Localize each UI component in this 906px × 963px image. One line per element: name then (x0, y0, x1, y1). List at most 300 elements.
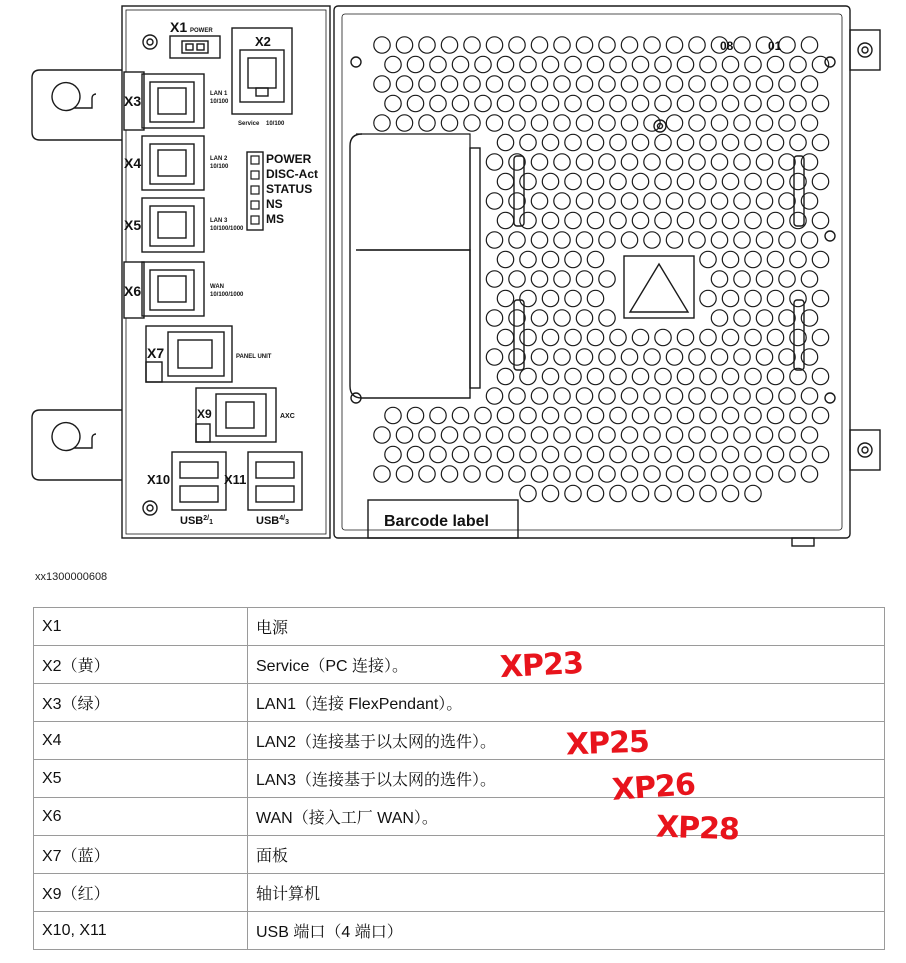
vent-hole (531, 115, 547, 131)
vent-hole (700, 251, 716, 267)
vent-hole (689, 466, 705, 482)
vent-hole (734, 271, 750, 287)
vent-hole (801, 37, 817, 53)
vent-hole (812, 329, 828, 345)
vent-hole (756, 388, 772, 404)
vent-hole (711, 310, 727, 326)
vent-hole (520, 95, 536, 111)
vent-hole (666, 193, 682, 209)
vent-hole (655, 329, 671, 345)
vent-hole (565, 95, 581, 111)
vent-hole (779, 76, 795, 92)
vent-hole (419, 466, 435, 482)
vent-hole (385, 407, 401, 423)
led-label-ms: MS (266, 212, 284, 226)
vent-hole (486, 115, 502, 131)
vent-hole (801, 427, 817, 443)
vent-hole (711, 154, 727, 170)
vent-hole (599, 427, 615, 443)
annotation-xp26: XP26 (610, 767, 696, 808)
vent-hole (722, 173, 738, 189)
vent-hole (722, 446, 738, 462)
vent-hole (790, 56, 806, 72)
connector-label-x10: X10 (147, 472, 171, 487)
vent-hole (689, 154, 705, 170)
vent-hole (812, 251, 828, 267)
vent-hole (486, 427, 502, 443)
vent-hole (644, 115, 660, 131)
vent-hole (790, 251, 806, 267)
vent-hole (452, 95, 468, 111)
vent-hole (542, 173, 558, 189)
vent-hole (767, 446, 783, 462)
vent-hole (722, 134, 738, 150)
vent-hole (542, 251, 558, 267)
vent-hole (599, 388, 615, 404)
vent-hole (509, 427, 525, 443)
esd-warning-icon (630, 264, 688, 312)
vent-hole (497, 251, 513, 267)
vent-hole (520, 134, 536, 150)
vent-hole (655, 173, 671, 189)
vent-hole (531, 310, 547, 326)
vent-hole (486, 37, 502, 53)
table-row (34, 608, 885, 646)
vent-hole (621, 349, 637, 365)
vent-hole (722, 329, 738, 345)
vent-hole (632, 407, 648, 423)
led-label-power: POWER (266, 152, 312, 166)
vent-hole (689, 115, 705, 131)
vent-hole (621, 37, 637, 53)
vent-hole (407, 446, 423, 462)
vent-hole (677, 368, 693, 384)
vent-hole (486, 76, 502, 92)
vent-hole (599, 154, 615, 170)
vent-hole (475, 56, 491, 72)
vent-hole (407, 407, 423, 423)
vent-hole (565, 251, 581, 267)
vent-hole (509, 310, 525, 326)
vent-hole (756, 193, 772, 209)
vent-hole (610, 212, 626, 228)
vent-hole (632, 446, 648, 462)
vent-hole (599, 76, 615, 92)
mark-01: 01 (768, 39, 782, 53)
vent-hole (419, 76, 435, 92)
vent-hole (734, 349, 750, 365)
vent-hole (655, 407, 671, 423)
vent-hole (497, 95, 513, 111)
vent-hole (475, 446, 491, 462)
vent-hole (610, 329, 626, 345)
vent-hole (734, 310, 750, 326)
vent-hole (542, 329, 558, 345)
vent-hole (734, 154, 750, 170)
vent-hole (779, 154, 795, 170)
port-description-cell: Service（PC 连接）。 (248, 646, 885, 684)
vent-hole (554, 115, 570, 131)
vent-hole (509, 466, 525, 482)
vent-hole (599, 349, 615, 365)
annotation-xp25: XP25 (565, 724, 650, 763)
mark-08: 08 (720, 39, 734, 53)
vent-hole (554, 193, 570, 209)
vent-hole (565, 212, 581, 228)
vent-hole (644, 427, 660, 443)
vent-hole (734, 466, 750, 482)
vent-hole (756, 310, 772, 326)
wan-speed: 10/100/1000 (210, 292, 244, 298)
vent-hole (734, 427, 750, 443)
vent-hole (779, 115, 795, 131)
vent-hole (621, 232, 637, 248)
vent-hole (385, 95, 401, 111)
vent-hole (419, 427, 435, 443)
vent-hole (576, 115, 592, 131)
vent-hole (655, 212, 671, 228)
vent-hole (779, 271, 795, 287)
vent-hole (711, 466, 727, 482)
vent-hole (587, 134, 603, 150)
vent-hole (554, 466, 570, 482)
table-row (34, 684, 885, 722)
vent-hole (419, 115, 435, 131)
vent-hole (677, 485, 693, 501)
vent-hole (677, 329, 693, 345)
vent-hole (407, 95, 423, 111)
connector-label-x6: X6 (124, 283, 142, 299)
vent-hole (565, 485, 581, 501)
vent-hole (689, 349, 705, 365)
vent-hole (655, 368, 671, 384)
vent-hole (801, 388, 817, 404)
vent-hole (767, 329, 783, 345)
vent-hole (666, 232, 682, 248)
vent-hole (700, 407, 716, 423)
ventilation-holes (374, 37, 829, 502)
vent-hole (587, 290, 603, 306)
vent-hole (441, 466, 457, 482)
vent-hole (722, 485, 738, 501)
vent-hole (542, 95, 558, 111)
vent-hole (767, 95, 783, 111)
vent-hole (655, 446, 671, 462)
vent-hole (497, 329, 513, 345)
table-row (34, 836, 885, 874)
vent-hole (587, 56, 603, 72)
vent-hole (722, 290, 738, 306)
vent-hole (677, 212, 693, 228)
vent-hole (655, 134, 671, 150)
vent-hole (576, 37, 592, 53)
vent-hole (812, 446, 828, 462)
vent-hole (374, 76, 390, 92)
vent-hole (745, 368, 761, 384)
connector-label-x4: X4 (124, 155, 142, 171)
led-label-ns: NS (266, 197, 283, 211)
port-name-cell: X4 (34, 722, 248, 760)
vent-hole (419, 37, 435, 53)
vent-hole (745, 212, 761, 228)
vent-hole (554, 310, 570, 326)
vent-hole (745, 407, 761, 423)
vent-hole (430, 446, 446, 462)
table-row (34, 646, 885, 684)
vent-hole (722, 251, 738, 267)
vent-hole (801, 232, 817, 248)
vent-hole (497, 368, 513, 384)
vent-hole (644, 37, 660, 53)
vent-hole (632, 485, 648, 501)
vent-hole (599, 271, 615, 287)
vent-hole (542, 56, 558, 72)
usb-right-label: $USB^4/_3$ (256, 515, 289, 527)
vent-hole (790, 446, 806, 462)
vent-hole (587, 95, 603, 111)
vent-hole (497, 173, 513, 189)
table-row (34, 760, 885, 798)
vent-hole (745, 173, 761, 189)
vent-hole (801, 115, 817, 131)
vent-hole (610, 134, 626, 150)
panel-unit-label: PANEL UNIT (236, 354, 272, 360)
vent-hole (722, 407, 738, 423)
service-label: Service (238, 121, 260, 127)
vent-hole (711, 271, 727, 287)
port-name-cell: X2（黄） (34, 646, 248, 684)
vent-hole (520, 485, 536, 501)
vent-hole (520, 446, 536, 462)
vent-hole (790, 290, 806, 306)
vent-hole (509, 271, 525, 287)
vent-hole (565, 329, 581, 345)
vent-hole (756, 232, 772, 248)
vent-hole (632, 95, 648, 111)
vent-hole (475, 407, 491, 423)
vent-hole (812, 173, 828, 189)
vent-hole (734, 37, 750, 53)
vent-hole (531, 466, 547, 482)
vent-hole (689, 37, 705, 53)
vent-hole (700, 329, 716, 345)
vent-hole (632, 56, 648, 72)
connector-label-x1: X1 (170, 19, 188, 35)
vent-hole (587, 329, 603, 345)
vent-hole (666, 115, 682, 131)
vent-hole (621, 193, 637, 209)
vent-hole (531, 232, 547, 248)
vent-hole (531, 349, 547, 365)
vent-hole (677, 134, 693, 150)
vent-hole (745, 134, 761, 150)
vent-hole (565, 173, 581, 189)
vent-hole (374, 427, 390, 443)
vent-hole (734, 193, 750, 209)
vent-hole (396, 466, 412, 482)
vent-hole (542, 407, 558, 423)
vent-hole (734, 232, 750, 248)
vent-hole (497, 56, 513, 72)
vent-hole (452, 56, 468, 72)
vent-hole (520, 251, 536, 267)
vent-hole (396, 115, 412, 131)
port-description-cell: 轴计算机 (248, 874, 885, 912)
vent-hole (576, 466, 592, 482)
vent-hole (711, 193, 727, 209)
vent-hole (542, 368, 558, 384)
vent-hole (396, 427, 412, 443)
vent-hole (374, 37, 390, 53)
port-description-cell: 面板 (248, 836, 885, 874)
vent-hole (599, 466, 615, 482)
vent-hole (486, 310, 502, 326)
vent-hole (497, 134, 513, 150)
wan-label: WAN (210, 284, 224, 290)
vent-hole (734, 115, 750, 131)
vent-hole (700, 173, 716, 189)
vent-hole (711, 115, 727, 131)
vent-hole (689, 193, 705, 209)
vent-hole (801, 466, 817, 482)
vent-hole (385, 56, 401, 72)
vent-hole (790, 134, 806, 150)
vent-hole (587, 251, 603, 267)
vent-hole (734, 76, 750, 92)
port-name-cell: X5 (34, 760, 248, 798)
vent-hole (599, 115, 615, 131)
vent-hole (677, 446, 693, 462)
vent-hole (711, 232, 727, 248)
vent-hole (632, 212, 648, 228)
vent-hole (779, 388, 795, 404)
vent-hole (655, 485, 671, 501)
vent-hole (554, 232, 570, 248)
vent-hole (520, 212, 536, 228)
vent-hole (767, 407, 783, 423)
vent-hole (700, 212, 716, 228)
vent-hole (464, 76, 480, 92)
vent-hole (452, 446, 468, 462)
vent-hole (666, 349, 682, 365)
vent-hole (374, 115, 390, 131)
lan1-speed: 10/100 (210, 99, 229, 105)
lan3-speed: 10/100/1000 (210, 226, 244, 232)
vent-hole (531, 154, 547, 170)
vent-hole (610, 95, 626, 111)
vent-hole (486, 271, 502, 287)
vent-hole (767, 368, 783, 384)
vent-hole (385, 446, 401, 462)
vent-hole (565, 407, 581, 423)
vent-hole (812, 212, 828, 228)
vent-hole (475, 95, 491, 111)
vent-hole (509, 232, 525, 248)
vent-hole (700, 134, 716, 150)
vent-hole (554, 349, 570, 365)
vent-hole (587, 212, 603, 228)
vent-hole (520, 290, 536, 306)
vent-hole (644, 154, 660, 170)
vent-hole (587, 407, 603, 423)
barcode-label-text: Barcode label (384, 513, 489, 530)
vent-hole (554, 37, 570, 53)
vent-hole (509, 349, 525, 365)
vent-hole (779, 232, 795, 248)
vent-hole (621, 466, 637, 482)
vent-hole (441, 76, 457, 92)
vent-hole (644, 349, 660, 365)
vent-hole (700, 95, 716, 111)
vent-hole (554, 76, 570, 92)
vent-hole (621, 76, 637, 92)
vent-hole (565, 56, 581, 72)
vent-hole (554, 388, 570, 404)
vent-hole (711, 349, 727, 365)
vent-hole (554, 427, 570, 443)
vent-hole (812, 368, 828, 384)
vent-hole (486, 154, 502, 170)
vent-hole (722, 95, 738, 111)
vent-hole (554, 271, 570, 287)
service-speed: 10/100 (266, 121, 285, 127)
port-name-cell: X7（蓝） (34, 836, 248, 874)
connector-label-x7: X7 (147, 345, 165, 361)
vent-hole (610, 56, 626, 72)
vent-hole (700, 56, 716, 72)
led-label-status: STATUS (266, 182, 313, 196)
vent-hole (430, 56, 446, 72)
vent-hole (767, 134, 783, 150)
vent-hole (722, 56, 738, 72)
vent-hole (689, 388, 705, 404)
vent-hole (542, 134, 558, 150)
port-description-cell: 电源 (248, 608, 885, 646)
vent-hole (711, 76, 727, 92)
vent-hole (576, 427, 592, 443)
vent-hole (565, 134, 581, 150)
vent-hole (812, 95, 828, 111)
power-label: POWER (190, 28, 213, 34)
vent-hole (756, 466, 772, 482)
vent-hole (700, 290, 716, 306)
vent-hole (610, 407, 626, 423)
connector-label-x2: X2 (255, 34, 271, 49)
lan2-speed: 10/100 (210, 164, 229, 170)
vent-hole (509, 37, 525, 53)
connector-label-x9: X9 (197, 407, 212, 421)
led-label-disc-act: DISC-Act (266, 167, 319, 181)
vent-hole (689, 427, 705, 443)
lan3-label: LAN 3 (210, 218, 228, 224)
table-row (34, 798, 885, 836)
vent-hole (700, 368, 716, 384)
vent-hole (745, 485, 761, 501)
vent-hole (767, 251, 783, 267)
vent-hole (745, 95, 761, 111)
lan2-label: LAN 2 (210, 156, 228, 162)
vent-hole (621, 388, 637, 404)
vent-hole (464, 115, 480, 131)
vent-hole (542, 485, 558, 501)
vent-hole (599, 310, 615, 326)
vent-hole (531, 37, 547, 53)
annotation-xp23: XP23 (499, 645, 584, 686)
port-description-cell: WAN（接入工厂 WAN）。 (248, 798, 885, 836)
vent-hole (576, 193, 592, 209)
port-description-cell: LAN1（连接 FlexPendant）。 (248, 684, 885, 722)
vent-hole (587, 446, 603, 462)
